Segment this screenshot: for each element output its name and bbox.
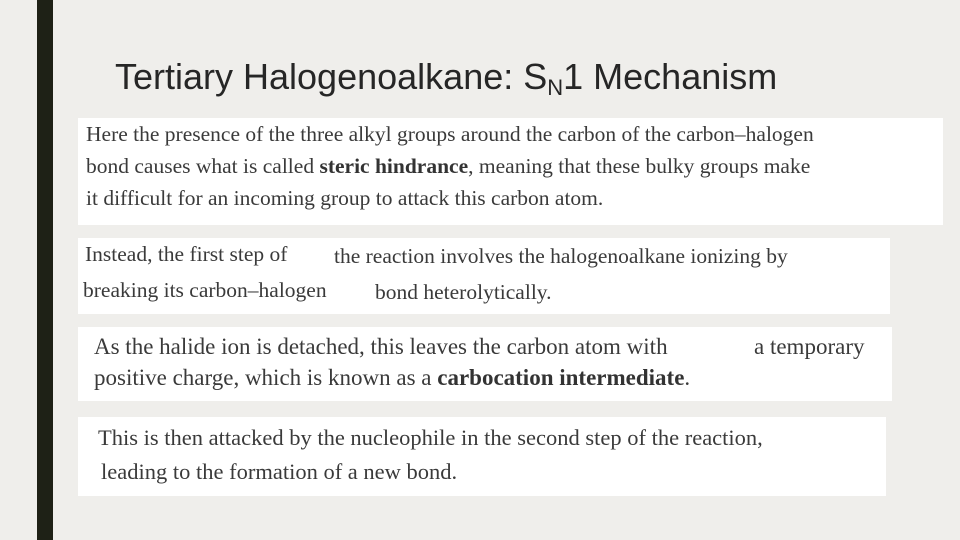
text-box-steric-hindrance — [78, 118, 943, 225]
paragraph-line: bond causes what is called steric hindrance, meaning that these bulky groups make — [86, 154, 811, 178]
paragraph-line: breaking its carbon–halogen — [83, 278, 327, 302]
paragraph-line: leading to the formation of a new bond. — [101, 459, 458, 484]
side-accent-bar — [37, 0, 53, 540]
text-box-first-step — [78, 238, 890, 314]
bold-term: steric hindrance — [319, 154, 469, 178]
paragraph-line: As the halide ion is detached, this leaves the carbon atom with — [94, 334, 668, 359]
paragraph-line: the reaction involves the halogenoalkane ionizing by — [334, 244, 788, 268]
paragraph-line: a temporary — [754, 334, 865, 359]
paragraph-line: Here the presence of the three alkyl groups around the carbon of the carbon–halogen — [86, 122, 814, 146]
title-subscript: N — [547, 75, 564, 100]
text-box-carbocation — [78, 327, 892, 401]
paragraph-line: This is then attacked by the nucleophile in the second step of the reaction, — [98, 425, 763, 450]
paragraph-line: Instead, the first step of — [85, 242, 288, 266]
paragraph-line: bond heterolytically. — [375, 280, 552, 304]
paragraph-line: it difficult for an incoming group to attack this carbon atom. — [86, 186, 604, 210]
text-box-nucleophile — [78, 417, 886, 496]
paragraph-line: positive charge, which is known as a carbocation intermediate. — [94, 365, 691, 390]
bold-term: carbocation intermediate — [437, 365, 685, 390]
slide-title: Tertiary Halogenoalkane: $S_N1$ Mechanism — [115, 56, 778, 100]
